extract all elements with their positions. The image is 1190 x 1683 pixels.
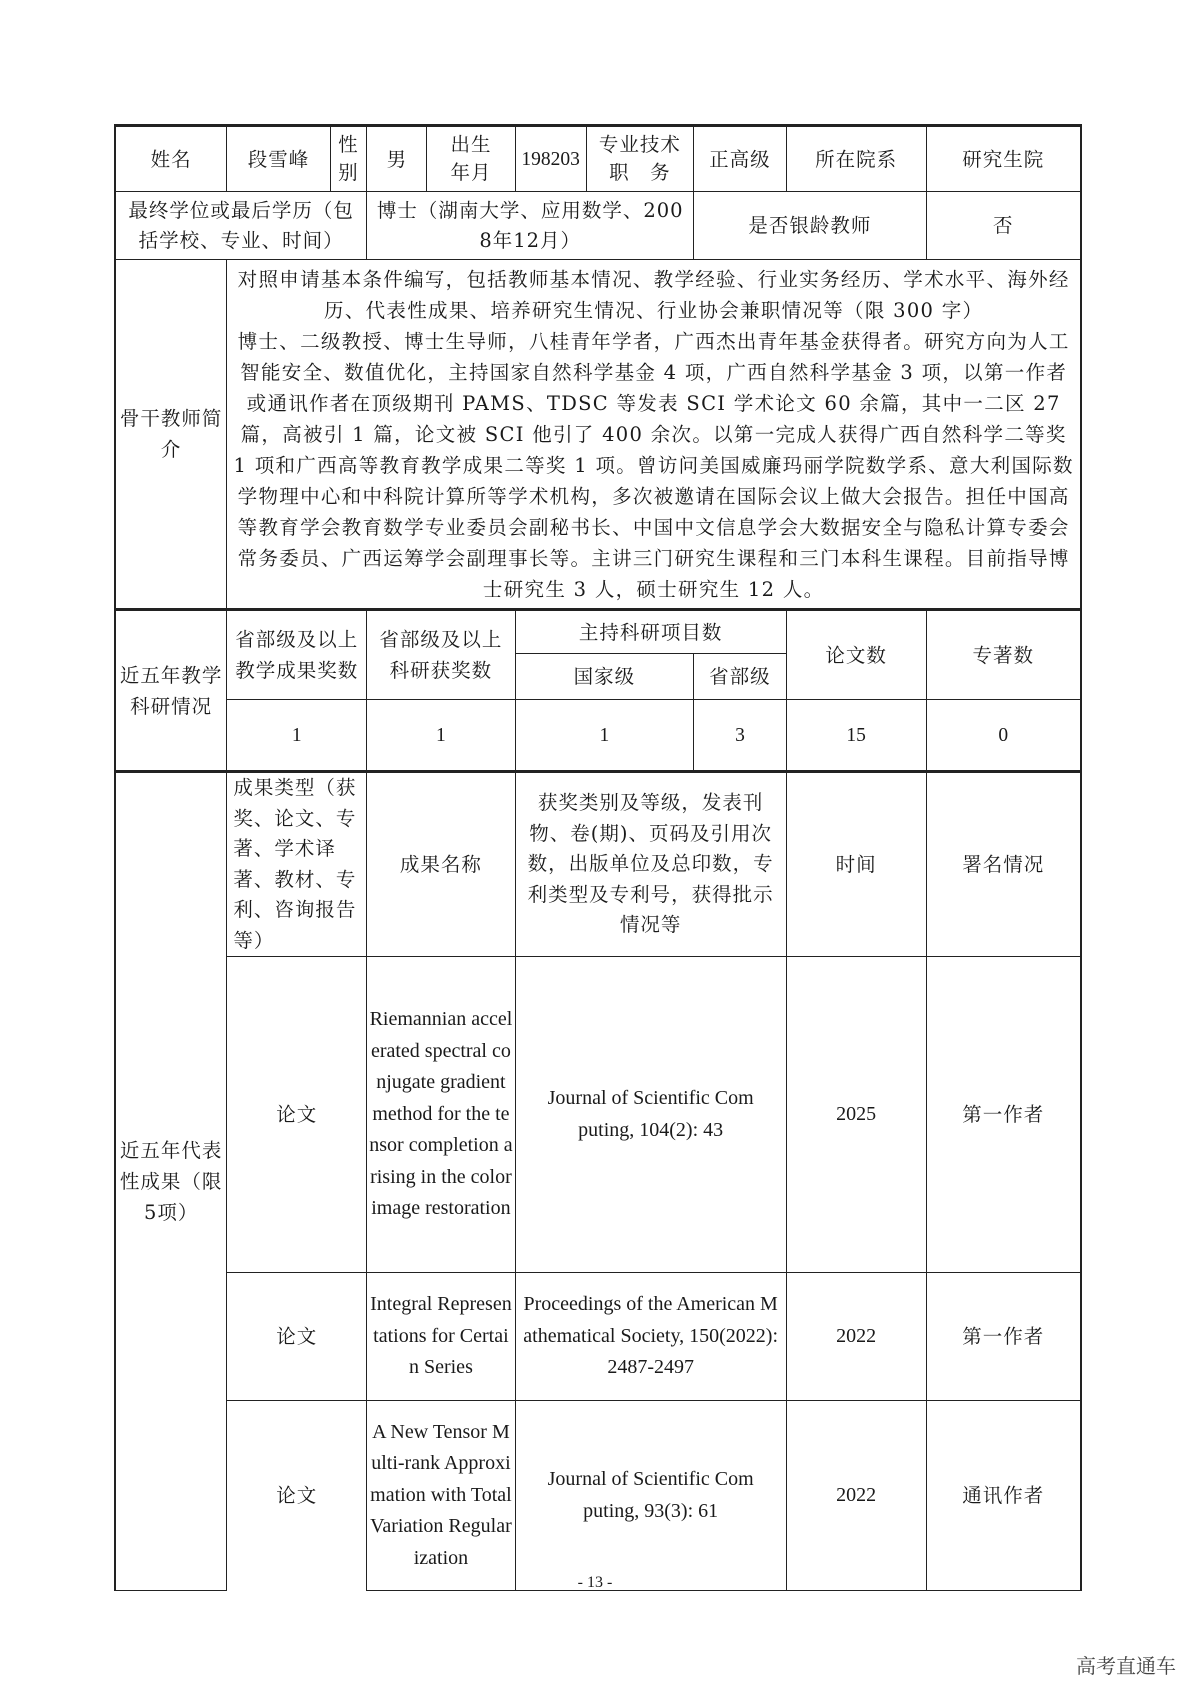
- degree-label: 最终学位或最后学历（包括学校、专业、时间）: [115, 192, 367, 260]
- achievement-type: 论文: [227, 1273, 367, 1401]
- achievement-name: A New Tensor Multi-rank Approximation with Total Variation Regularization: [367, 1401, 515, 1591]
- silver-teacher-value: 否: [926, 192, 1081, 260]
- national-header: 国家级: [515, 654, 694, 700]
- achievement-time: 2025: [786, 957, 926, 1273]
- page-number: - 13 -: [577, 1574, 613, 1591]
- achievement-author: 第一作者: [926, 1273, 1081, 1401]
- watermark-text: 高考直通车: [1076, 1654, 1176, 1678]
- intro-row: [115, 260, 1081, 610]
- projects-header: 主持科研项目数: [515, 610, 786, 654]
- achievement-type: 论文: [227, 1401, 367, 1591]
- achievement-author: 第一作者: [926, 957, 1081, 1273]
- achievement-row: [115, 957, 1081, 1273]
- degree-value: 博士（湖南大学、应用数学、2008年12月）: [367, 192, 694, 260]
- intro-text: 博士、二级教授、博士生导师，八桂青年学者，广西杰出青年基金获得者。研究方向为人工智能安全、数值优化，主持国家自然科学基金 4 项，广西自然科学基金 3 项，以第一作者或通讯作者在顶级期刊 PAMS、TDSC 等发表 SCI 学术论文 60 余篇，其中一二区 27 篇，高被引 1 篇，论文被 SCI 他引了 400 余次。以第一完成人获得广西自然科学二等奖 1 项和广西高等教育教学成果二等奖 1 项。曾访问美国威廉玛丽学院数学系、意大利国际数学物理中心和中科院计算所等学术机构，多次被邀请在国际会议上做大会报告。担任中国高等教育学会教育数学专业委员会副秘书长、中国中文信息学会大数据安全与隐私计算专委会常务委员、广西运筹学会副理事长等。主讲三门研究生课程和三门本科生课程。目前指导博士研究生 3 人，硕士研究生 12 人。: [233, 329, 1074, 601]
- achievement-row: [115, 1273, 1081, 1401]
- achievement-author-header: 署名情况: [926, 772, 1081, 957]
- birth-label: 出生年月: [427, 126, 515, 192]
- teaching-awards-value: 1: [227, 700, 367, 772]
- achievement-detail: Journal of Scientific Computing, 104(2): 43: [515, 957, 786, 1273]
- intro-instruction: 对照申请基本条件编写，包括教师基本情况、教学经验、行业实务经历、学术水平、海外经历、代表性成果、培养研究生情况、行业协会兼职情况等（限 300 字）: [237, 267, 1070, 322]
- dept-value: 研究生院: [926, 126, 1081, 192]
- name-value: 段雪峰: [227, 126, 330, 192]
- stats-values-row: [115, 700, 1081, 772]
- achievement-name: Riemannian accelerated spectral conjugate gradient method for the tensor completion arising in the color image restoration: [367, 957, 515, 1273]
- gender-label: 性别: [330, 126, 367, 192]
- papers-header: 论文数: [786, 610, 926, 700]
- dept-label: 所在院系: [786, 126, 926, 192]
- achievement-time: 2022: [786, 1273, 926, 1401]
- achievement-name: Integral Representations for Certain Series: [367, 1273, 515, 1401]
- application-form-table: [114, 124, 1082, 1591]
- degree-row: [115, 192, 1081, 260]
- achievement-detail: Journal of Scientific Computing, 93(3): 61: [515, 1401, 786, 1591]
- gender-value: 男: [367, 126, 427, 192]
- stats-label: 近五年教学科研情况: [115, 610, 227, 772]
- achievement-type: 论文: [227, 957, 367, 1273]
- national-projects-value: 1: [515, 700, 694, 772]
- achievement-detail-header: 获奖类别及等级，发表刊物、卷(期)、页码及引用次数，出版单位及总印数，专利类型及专利号，获得批示情况等: [515, 772, 786, 957]
- title-value: 正高级: [694, 126, 787, 192]
- monographs-header: 专著数: [926, 610, 1081, 700]
- achievements-label: 近五年代表性成果（限5项）: [115, 772, 227, 1591]
- achievement-detail: Proceedings of the American Mathematical Society, 150(2022): 2487-2497: [515, 1273, 786, 1401]
- research-awards-header: 省部级及以上科研获奖数: [367, 610, 515, 700]
- papers-value: 15: [786, 700, 926, 772]
- silver-teacher-label: 是否银龄教师: [694, 192, 926, 260]
- provincial-projects-value: 3: [694, 700, 787, 772]
- title-label: 专业技术职 务: [586, 126, 694, 192]
- achievement-author: 通讯作者: [926, 1401, 1081, 1591]
- stats-header-row: [115, 610, 1081, 654]
- achievements-header-row: [115, 772, 1081, 957]
- achievement-time-header: 时间: [786, 772, 926, 957]
- intro-label: 骨干教师简介: [115, 260, 227, 610]
- birth-value: 198203: [515, 126, 586, 192]
- intro-content: [227, 260, 1081, 610]
- provincial-header: 省部级: [694, 654, 787, 700]
- achievement-time: 2022: [786, 1401, 926, 1591]
- name-label: 姓名: [115, 126, 227, 192]
- basic-info-row: [115, 126, 1081, 192]
- monographs-value: 0: [926, 700, 1081, 772]
- research-awards-value: 1: [367, 700, 515, 772]
- achievement-row: [115, 1401, 1081, 1591]
- achievement-name-header: 成果名称: [367, 772, 515, 957]
- achievement-type-header: 成果类型（获奖、论文、专著、学术译著、教材、专利、咨询报告等）: [227, 772, 367, 957]
- teaching-awards-header: 省部级及以上教学成果奖数: [227, 610, 367, 700]
